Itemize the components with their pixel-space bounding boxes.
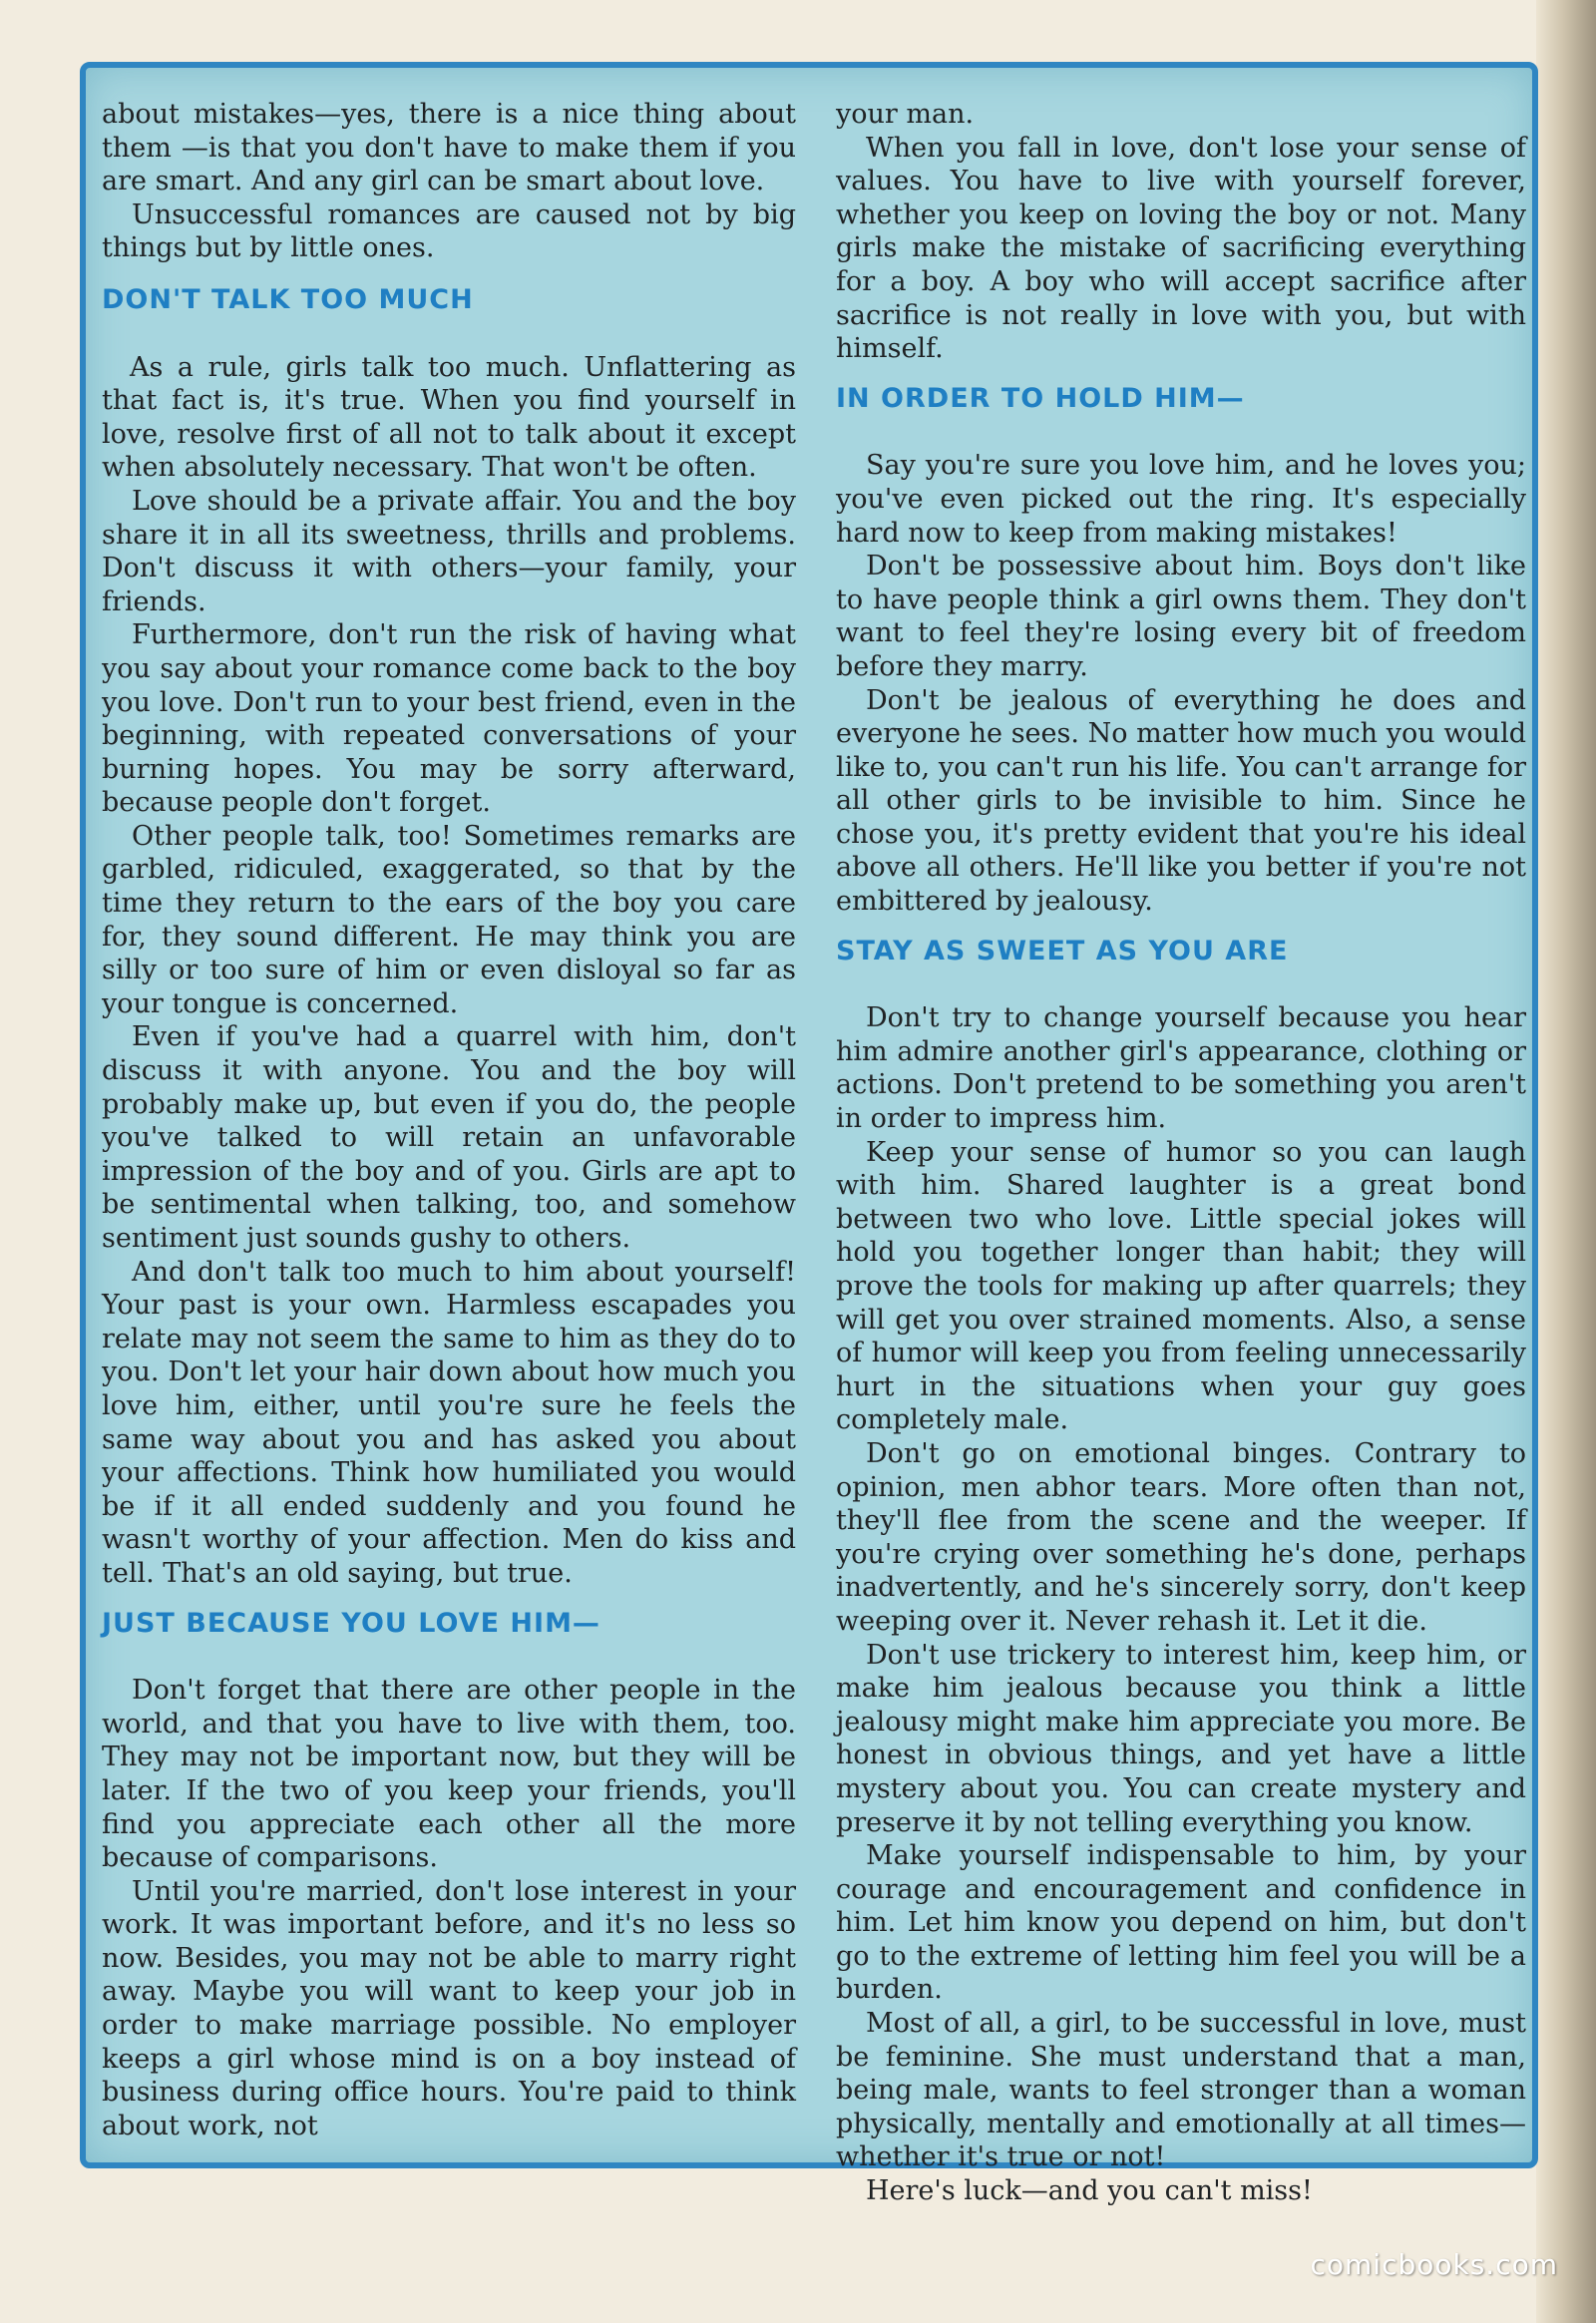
paragraph: Other people talk, too! Sometimes remarks are garbled, ridiculed, exaggerated, so that by the time they return to the ears of the boy you care for, they sound different. He may think you are silly or too sure of him or even disloyal so far as your tongue is concerned. [102,820,796,1019]
paragraph: Don't be possessive about him. Boys don't like to have people think a girl owns them. They don't want to feel they're losing every bit of freedom before they marry. [836,551,1526,682]
section-heading: DON'T TALK TOO MUCH [102,283,474,315]
paragraph: When you fall in love, don't lose your sense of values. You have to live with yourself forever, whether you keep on loving the boy or not. Many girls make the mistake of sacrificing everything for a boy. A boy who will accept sacrifice after sacrifice is not really in love with you, but with himself. [836,132,1526,365]
paragraph: Here's luck—and you can't miss! [866,2175,1313,2207]
left-column [102,98,796,2142]
paragraph: Don't try to change yourself because you hear him admire another girl's appearance, clothing or actions. Don't pretend to be something you aren't in order to impress him. [836,1002,1526,1135]
section-heading: JUST BECAUSE YOU LOVE HIM— [102,1607,600,1639]
paragraph: Make yourself indispensable to him, by your courage and encouragement and confidence in him. Let him know you depend on him, but don't go to the extreme of letting him feel you will be a burden. [836,1840,1526,2006]
paragraph: As a rule, girls talk too much. Unflattering as that fact is, it's true. When you find yourself in love, resolve first of all not to talk about it except when absolutely necessary. That won't be often. [102,351,796,484]
paragraph: Say you're sure you love him, and he loves you; you've even picked out the ring. It's especially hard now to keep from making mistakes! [836,450,1526,549]
paragraph: Don't use trickery to interest him, keep him, or make him jealous because you think a little jealousy might make him appreciate you more. Be honest in obvious things, and yet have a little mystery about you. You can create mystery and preserve it by not telling everything you know. [836,1639,1526,1838]
section-heading: STAY AS SWEET AS YOU ARE [836,935,1289,967]
paragraph: your man. [836,99,975,130]
section-heading: IN ORDER TO HOLD HIM— [836,382,1245,414]
right-column [836,98,1526,2208]
paragraph: about mistakes—yes, there is a nice thing about them —is that you don't have to make them if you are smart. And any girl can be smart about love. [102,99,796,197]
paragraph: Keep your sense of humor so you can laugh with him. Shared laughter is a great bond between two who love. Little special jokes will hold you together longer than habit; they will prove the tools for making up after quarrels; they will get you over strained moments. Also, a sense of humor will keep you from feeling unnecessarily hurt in the situations when your guy goes completely male. [836,1136,1526,1436]
paragraph: Until you're married, don't lose interest in your work. It was important before, and it's no less so now. Besides, you may not be able to marry right away. Maybe you will want to keep your job in order to make marriage possible. No employer keeps a girl whose mind is on a boy instead of business during office hours. You're paid to think about work, not [102,1875,796,2141]
page-edge [1536,0,1596,2323]
paragraph: Don't go on emotional binges. Contrary to opinion, men abhor tears. More often than not, they'll flee from the scene and the weeper. If you're crying over something he's done, perhaps inadvertently, and he's sincerely sorry, don't keep weeping over it. Never rehash it. Let it die. [836,1437,1526,1637]
paragraph: Even if you've had a quarrel with him, don't discuss it with anyone. You and the boy will probably make up, but even if you do, the people you've talked to will retain an unfavorable impression of the boy and of you. Girls are apt to be sentimental when talking, too, and somehow sentiment just sounds gushy to others. [102,1021,796,1254]
paragraph: And don't talk too much to him about yourself! Your past is your own. Harmless escapades you relate may not seem the same to him as they do to you. Don't let your hair down about how much you love him, either, until you're sure he feels the same way about you and has asked you about your affections. Think how humiliated you would be if it all ended suddenly and you found he wasn't worthy of your affection. Men do kiss and tell. That's an old saying, but true. [102,1256,796,1589]
paragraph: Most of all, a girl, to be successful in love, must be feminine. She must understand that a man, being male, wants to feel stronger than a woman physically, mentally and emotionally at all times—whether it's true or not! [836,2008,1526,2173]
watermark: comicbooks.com [1310,2248,1558,2281]
paragraph: Love should be a private affair. You and the boy share it in all its sweetness, thrills and problems. Don't discuss it with others—your family, your friends. [102,485,796,617]
paragraph: Unsuccessful romances are caused not by big things but by little ones. [102,198,796,264]
paragraph: Don't be jealous of everything he does and everyone he sees. No matter how much you would like to, you can't run his life. You can't arrange for all other girls to be invisible to him. Since he chose you, it's pretty evident that you're his ideal above all others. He'll like you better if you're not embittered by jealousy. [836,684,1526,918]
paragraph: Furthermore, don't run the risk of having what you say about your romance come back to the boy you love. Don't run to your best friend, even in the beginning, with repeated conversations of your burning hopes. You may be sorry afterward, because people don't forget. [102,619,796,819]
paragraph: Don't forget that there are other people in the world, and that you have to live with them, too. They may not be important now, but they will be later. If the two of you keep your friends, you'll find you appreciate each other all the more because of comparisons. [102,1675,796,1874]
